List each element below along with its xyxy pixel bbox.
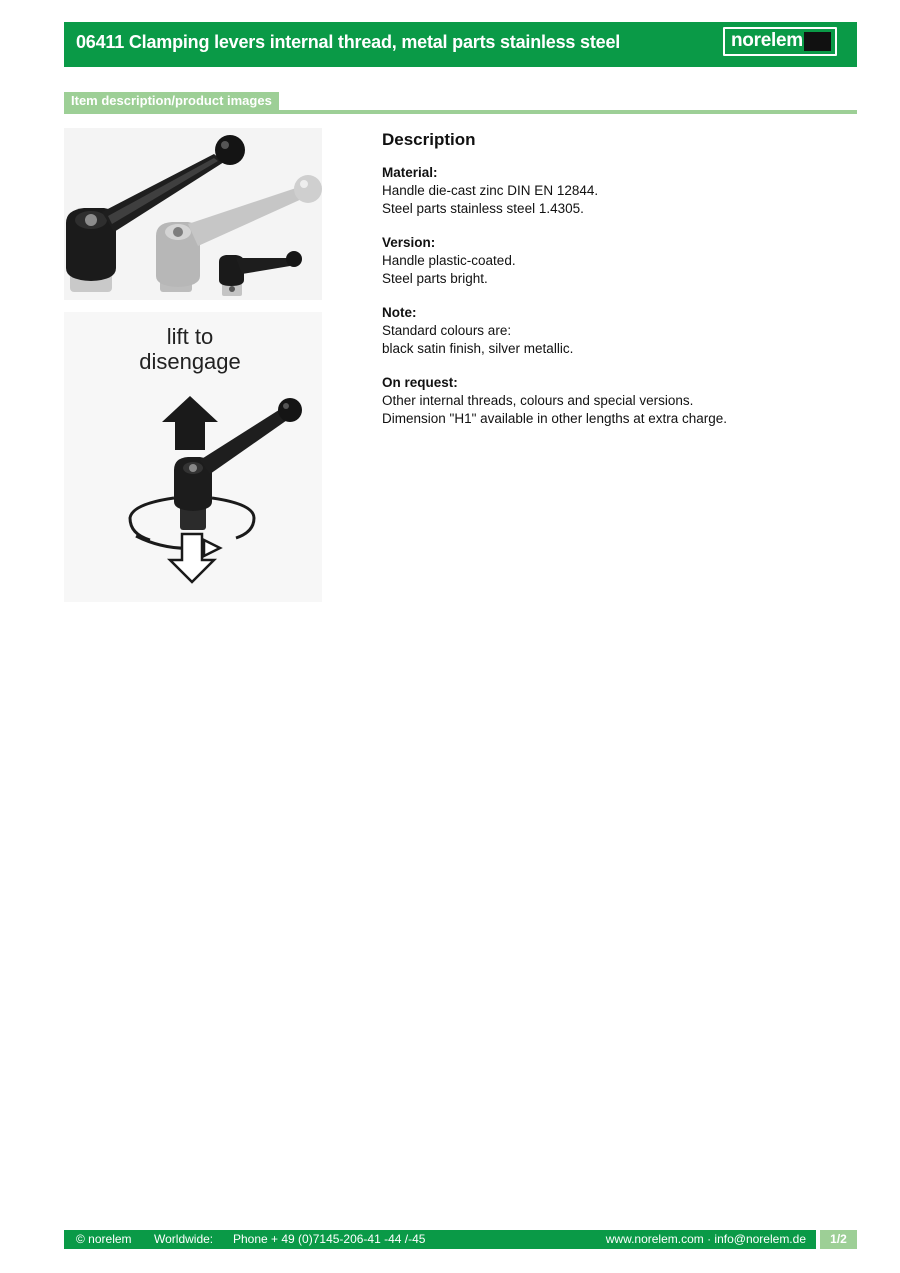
logo-box — [804, 32, 831, 51]
clamping-levers-illustration — [64, 128, 322, 300]
block-line: black satin finish, silver metallic. — [382, 341, 574, 356]
page-title: 06411 Clamping levers internal thread, metal parts stainless steel — [76, 32, 621, 52]
block-label: Note: — [382, 305, 417, 320]
footer-copyright: © norelem — [76, 1232, 132, 1246]
block-line: Other internal threads, colours and special versions. — [382, 393, 694, 408]
footer-web-email: www.norelem.com · info@norelem.de — [605, 1232, 806, 1246]
description-section — [382, 130, 852, 444]
usage-image — [64, 312, 322, 602]
block-line: Standard colours are: — [382, 323, 512, 338]
logo-text: norelem — [731, 30, 803, 51]
on-request-block — [382, 374, 852, 428]
product-image — [64, 128, 322, 300]
version-block — [382, 234, 852, 288]
page-header — [64, 22, 857, 67]
section-divider — [64, 110, 857, 114]
section-tab: Item description/product images — [64, 92, 279, 110]
caption-line-1: lift to — [166, 324, 214, 349]
block-line: Handle die-cast zinc DIN EN 12844. — [382, 183, 599, 198]
lift-to-disengage-illustration — [64, 312, 322, 602]
arrow-rotate-icon — [204, 540, 220, 556]
note-block — [382, 304, 852, 358]
footer-phone: Phone + 49 (0)7145-206-41 -44 /-45 — [233, 1232, 426, 1246]
page-footer — [64, 1230, 857, 1249]
block-line: Handle plastic-coated. — [382, 253, 516, 268]
block-label: Material: — [382, 165, 438, 180]
caption-line-2: disengage — [139, 349, 241, 374]
footer-worldwide: Worldwide: — [154, 1232, 214, 1246]
page-number: 1/2 — [820, 1230, 857, 1249]
block-label: Version: — [382, 235, 436, 250]
material-block — [382, 164, 852, 218]
arrow-up-icon — [162, 396, 218, 450]
block-label: On request: — [382, 375, 458, 390]
section-header — [64, 92, 857, 114]
block-line: Steel parts bright. — [382, 271, 488, 286]
norelem-logo — [723, 27, 837, 56]
block-line: Steel parts stainless steel 1.4305. — [382, 201, 584, 216]
block-line: Dimension "H1" available in other lengths at extra charge. — [382, 411, 728, 426]
footer-bar — [64, 1230, 816, 1249]
description-heading: Description — [382, 130, 476, 149]
